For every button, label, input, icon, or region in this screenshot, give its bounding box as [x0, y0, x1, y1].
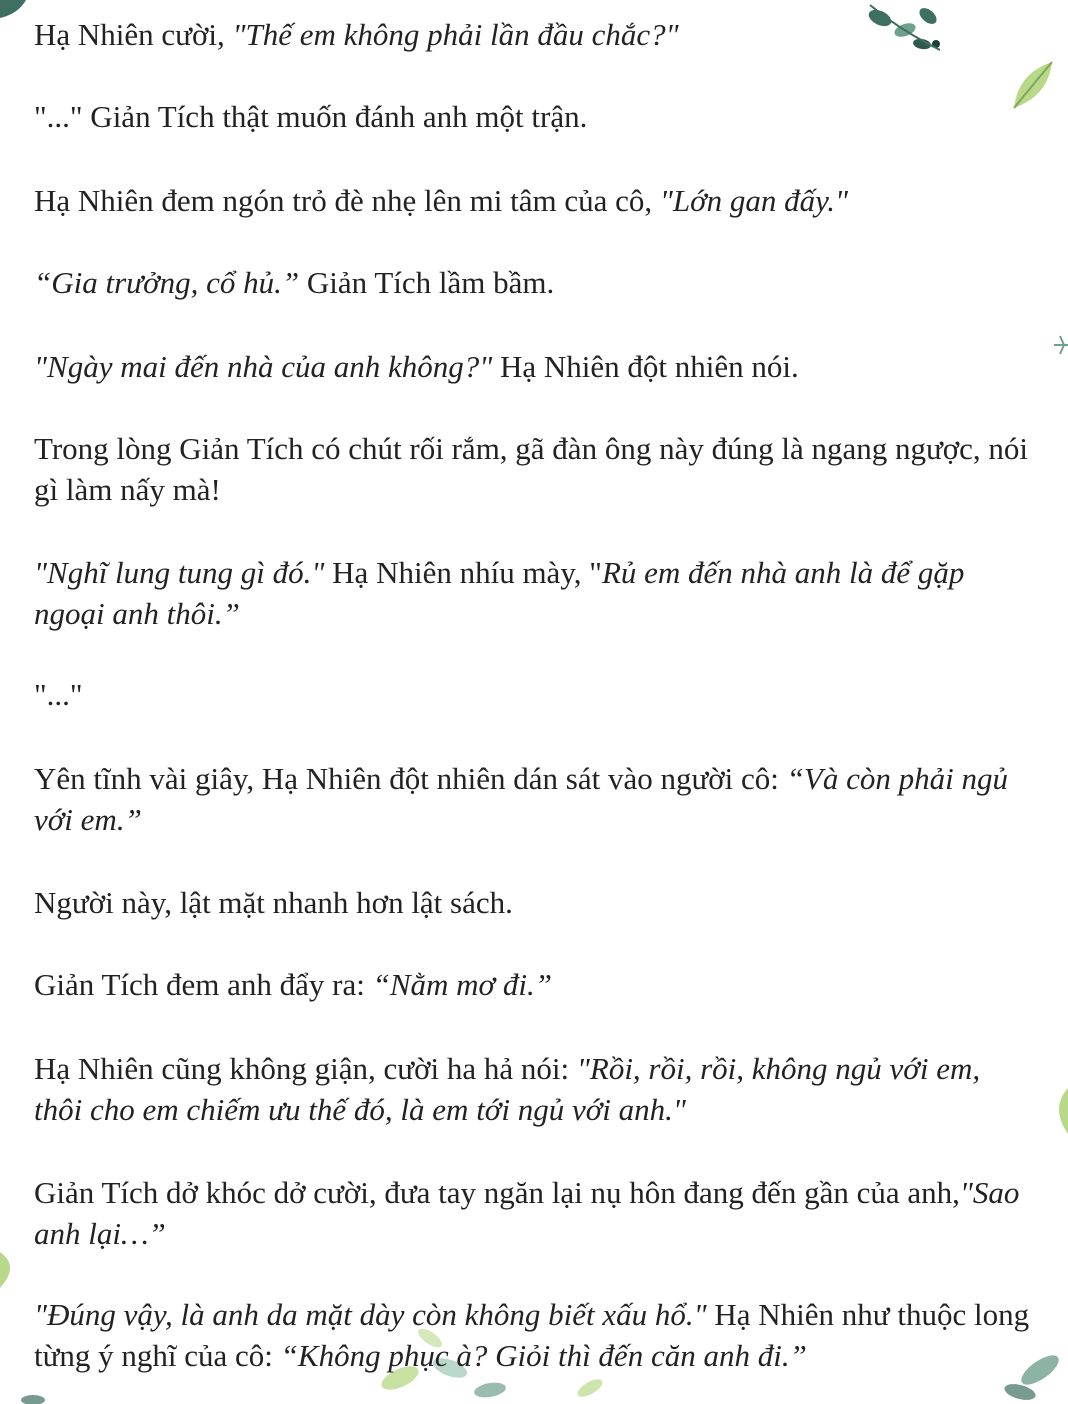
paragraph — [34, 346, 1034, 387]
paragraph — [34, 96, 1034, 137]
leaf-left-edge-icon — [0, 1248, 22, 1292]
text-segment: Hạ Nhiên đem ngón trỏ đè nhẹ lên mi tâm của cô, — [34, 183, 660, 218]
text-segment: Hạ Nhiên đột nhiên nói. — [492, 349, 799, 384]
text-segment: Trong lòng Giản Tích có chút rối rắm, gã đàn ông này đúng là ngang ngược, nói gì làm nấy mà! — [34, 431, 1029, 507]
text-segment: Giản Tích lầm bầm. — [299, 265, 555, 300]
italic-text: “Gia trưởng, cổ hủ.” — [34, 265, 300, 300]
italic-text: “Và còn phải ngủ với em.” — [34, 761, 1008, 837]
text-segment: Yên tĩnh vài giây, Hạ Nhiên đột nhiên dán sát vào người cô: — [34, 761, 787, 796]
paragraph — [34, 552, 1034, 634]
italic-text: "Sao anh lại…” — [34, 1175, 1020, 1251]
italic-text: "Đúng vậy, là anh da mặt dày còn không biết xấu hổ." — [34, 1297, 707, 1332]
text-segment: "..." — [34, 677, 83, 712]
italic-text: "Rồi, rồi, rồi, không ngủ với em, thôi cho em chiếm ưu thế đó, là em tới ngủ với anh." — [34, 1051, 981, 1127]
italic-text: "Thế em không phải lần đầu chắc?" — [232, 17, 679, 52]
text-segment: Giản Tích dở khóc dở cười, đưa tay ngăn lại nụ hôn đang đến gần của anh, — [34, 1175, 960, 1210]
paragraph — [34, 14, 1034, 55]
text-segment: Hạ Nhiên như thuộc long từng ý nghĩ của cô: — [34, 1297, 1030, 1373]
paragraph — [34, 1048, 1034, 1130]
text-segment: "..." Giản Tích thật muốn đánh anh một trận. — [34, 99, 588, 134]
text-segment: Người này, lật mặt nhanh hơn lật sách. — [34, 885, 513, 920]
paragraph — [34, 180, 1034, 221]
paragraph — [34, 964, 1034, 1005]
paragraph — [34, 758, 1034, 840]
paragraph — [34, 1294, 1034, 1376]
text-segment: Giản Tích đem anh đẩy ra: — [34, 967, 373, 1002]
paragraph — [34, 882, 1034, 923]
sprig-right-edge-icon — [1052, 330, 1068, 360]
italic-text: “Không phục à? Giỏi thì đến căn anh đi.” — [280, 1338, 807, 1373]
italic-text: "Nghĩ lung tung gì đó." — [34, 555, 325, 590]
italic-text: “Nằm mơ đi.” — [372, 967, 552, 1002]
paragraph — [34, 1172, 1034, 1254]
paragraph — [34, 262, 1034, 303]
leaf-right-mid-icon — [1046, 1088, 1068, 1134]
italic-text: Rủ em đến nhà anh là để gặp ngoại anh thôi.” — [34, 555, 965, 631]
text-segment: Hạ Nhiên cười, — [34, 17, 233, 52]
leaf-bottom-left-icon — [18, 1388, 48, 1404]
leaf-top-left-icon — [0, 0, 30, 20]
paragraph — [34, 428, 1034, 510]
paragraph — [34, 674, 1034, 715]
text-segment: Hạ Nhiên cũng không giận, cười ha hả nói: — [34, 1051, 577, 1086]
italic-text: "Lớn gan đấy." — [659, 183, 848, 218]
text-segment: Hạ Nhiên nhíu mày, " — [324, 555, 602, 590]
italic-text: "Ngày mai đến nhà của anh không?" — [34, 349, 493, 384]
